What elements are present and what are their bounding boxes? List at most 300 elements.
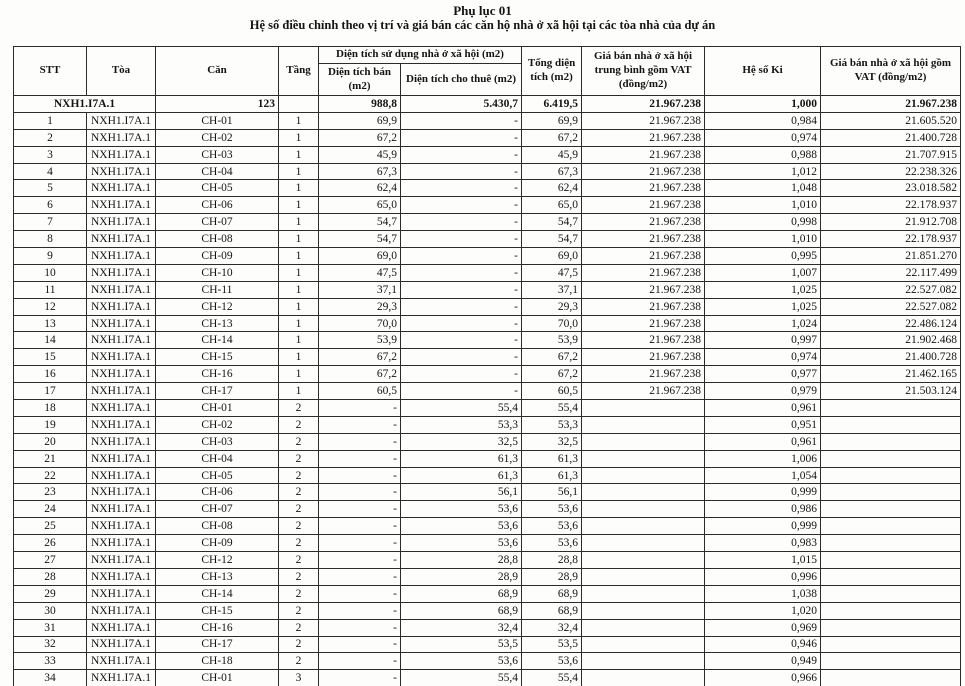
cell-toa: NXH1.I7A.1 [87, 467, 156, 484]
cell-he-so-ki: 0,966 [705, 670, 821, 686]
cell-dt-cho-thue: - [401, 146, 522, 163]
cell-dt-cho-thue: 53,6 [401, 501, 522, 518]
cell-tang: 2 [279, 535, 319, 552]
appendix-title: Phụ lục 01 [453, 3, 512, 18]
summary-gia-ban-tb: 21.967.238 [582, 96, 705, 113]
table-row [14, 197, 961, 214]
cell-gia-ban-tb: 21.967.238 [582, 366, 705, 383]
cell-he-so-ki: 0,995 [705, 248, 821, 265]
cell-tang: 1 [279, 332, 319, 349]
cell-gia-ban-vat [821, 653, 961, 670]
cell-dt-ban: - [319, 602, 401, 619]
table-row [14, 264, 961, 281]
cell-can: CH-11 [156, 281, 279, 298]
cell-gia-ban-vat [821, 552, 961, 569]
cell-can: CH-04 [156, 163, 279, 180]
cell-tong-dt: 70,0 [522, 315, 582, 332]
cell-dt-cho-thue: - [401, 332, 522, 349]
cell-gia-ban-tb: 21.967.238 [582, 180, 705, 197]
cell-can: CH-09 [156, 535, 279, 552]
table-row [14, 315, 961, 332]
cell-stt: 33 [14, 653, 87, 670]
cell-dt-ban: 67,2 [319, 349, 401, 366]
cell-tang: 1 [279, 197, 319, 214]
cell-can: CH-04 [156, 450, 279, 467]
table-row [14, 568, 961, 585]
cell-tong-dt: 53,3 [522, 416, 582, 433]
cell-tang: 2 [279, 619, 319, 636]
cell-dt-ban: - [319, 619, 401, 636]
cell-can: CH-18 [156, 653, 279, 670]
cell-dt-ban: - [319, 636, 401, 653]
cell-gia-ban-tb [582, 653, 705, 670]
cell-dt-cho-thue: - [401, 298, 522, 315]
cell-he-so-ki: 1,038 [705, 585, 821, 602]
cell-gia-ban-vat: 21.707.915 [821, 146, 961, 163]
table-row [14, 400, 961, 417]
cell-gia-ban-vat: 21.503.124 [821, 383, 961, 400]
cell-gia-ban-tb: 21.967.238 [582, 214, 705, 231]
cell-dt-cho-thue: - [401, 248, 522, 265]
cell-gia-ban-tb: 21.967.238 [582, 298, 705, 315]
cell-stt: 1 [14, 112, 87, 129]
summary-toa: NXH1.I7A.1 [14, 96, 156, 113]
table-row [14, 552, 961, 569]
cell-he-so-ki: 1,025 [705, 298, 821, 315]
cell-gia-ban-tb: 21.967.238 [582, 129, 705, 146]
cell-dt-cho-thue: - [401, 231, 522, 248]
cell-can: CH-17 [156, 636, 279, 653]
cell-gia-ban-tb [582, 433, 705, 450]
cell-gia-ban-tb: 21.967.238 [582, 315, 705, 332]
cell-gia-ban-vat: 22.527.082 [821, 281, 961, 298]
table-row [14, 180, 961, 197]
cell-stt: 11 [14, 281, 87, 298]
cell-stt: 32 [14, 636, 87, 653]
cell-tang: 1 [279, 180, 319, 197]
cell-tang: 1 [279, 214, 319, 231]
cell-gia-ban-vat [821, 602, 961, 619]
cell-dt-cho-thue: 53,5 [401, 636, 522, 653]
cell-gia-ban-tb [582, 670, 705, 686]
cell-toa: NXH1.I7A.1 [87, 585, 156, 602]
cell-tong-dt: 56,1 [522, 484, 582, 501]
cell-he-so-ki: 0,961 [705, 400, 821, 417]
cell-toa: NXH1.I7A.1 [87, 484, 156, 501]
cell-dt-ban: - [319, 400, 401, 417]
cell-he-so-ki: 0,974 [705, 129, 821, 146]
cell-dt-ban: 67,2 [319, 366, 401, 383]
cell-dt-ban: - [319, 484, 401, 501]
cell-toa: NXH1.I7A.1 [87, 400, 156, 417]
cell-can: CH-17 [156, 383, 279, 400]
cell-dt-ban: 47,5 [319, 264, 401, 281]
table-row [14, 231, 961, 248]
cell-gia-ban-vat: 21.912.708 [821, 214, 961, 231]
cell-gia-ban-vat [821, 670, 961, 686]
cell-tong-dt: 45,9 [522, 146, 582, 163]
cell-tong-dt: 53,9 [522, 332, 582, 349]
cell-gia-ban-tb [582, 518, 705, 535]
cell-tang: 1 [279, 264, 319, 281]
cell-he-so-ki: 1,048 [705, 180, 821, 197]
cell-tong-dt: 67,2 [522, 129, 582, 146]
cell-gia-ban-vat: 21.902.468 [821, 332, 961, 349]
table-row [14, 112, 961, 129]
summary-dt-ban: 988,8 [319, 96, 401, 113]
col-header-tang: Tầng [279, 47, 319, 96]
col-header-he-so-ki: Hệ số Ki [705, 47, 821, 96]
cell-dt-ban: - [319, 501, 401, 518]
cell-stt: 16 [14, 366, 87, 383]
cell-gia-ban-vat: 21.400.728 [821, 129, 961, 146]
cell-can: CH-08 [156, 518, 279, 535]
cell-he-so-ki: 0,988 [705, 146, 821, 163]
cell-tang: 2 [279, 636, 319, 653]
cell-stt: 19 [14, 416, 87, 433]
cell-tong-dt: 68,9 [522, 585, 582, 602]
cell-tong-dt: 61,3 [522, 450, 582, 467]
cell-stt: 28 [14, 568, 87, 585]
cell-toa: NXH1.I7A.1 [87, 670, 156, 686]
cell-dt-cho-thue: - [401, 214, 522, 231]
cell-he-so-ki: 1,012 [705, 163, 821, 180]
table-row [14, 518, 961, 535]
cell-stt: 23 [14, 484, 87, 501]
table-row [14, 332, 961, 349]
cell-dt-ban: 70,0 [319, 315, 401, 332]
table-row [14, 416, 961, 433]
cell-toa: NXH1.I7A.1 [87, 248, 156, 265]
cell-toa: NXH1.I7A.1 [87, 501, 156, 518]
cell-toa: NXH1.I7A.1 [87, 180, 156, 197]
cell-toa: NXH1.I7A.1 [87, 602, 156, 619]
cell-tang: 1 [279, 349, 319, 366]
cell-he-so-ki: 1,010 [705, 197, 821, 214]
cell-he-so-ki: 0,951 [705, 416, 821, 433]
cell-stt: 34 [14, 670, 87, 686]
cell-gia-ban-tb: 21.967.238 [582, 264, 705, 281]
cell-tong-dt: 65,0 [522, 197, 582, 214]
cell-can: CH-13 [156, 568, 279, 585]
summary-dt-cho-thue: 5.430,7 [401, 96, 522, 113]
cell-tang: 1 [279, 146, 319, 163]
cell-tang: 2 [279, 501, 319, 518]
cell-dt-cho-thue: 53,3 [401, 416, 522, 433]
cell-dt-cho-thue: 68,9 [401, 602, 522, 619]
cell-tang: 3 [279, 670, 319, 686]
cell-stt: 3 [14, 146, 87, 163]
cell-can: CH-06 [156, 197, 279, 214]
col-header-can: Căn [156, 47, 279, 96]
cell-tang: 2 [279, 484, 319, 501]
cell-gia-ban-tb [582, 450, 705, 467]
cell-stt: 29 [14, 585, 87, 602]
cell-stt: 5 [14, 180, 87, 197]
cell-tang: 2 [279, 433, 319, 450]
cell-he-so-ki: 0,949 [705, 653, 821, 670]
cell-tang: 2 [279, 450, 319, 467]
cell-gia-ban-vat: 21.605.520 [821, 112, 961, 129]
table-row [14, 366, 961, 383]
summary-tang [279, 96, 319, 113]
cell-toa: NXH1.I7A.1 [87, 129, 156, 146]
table-row [14, 670, 961, 686]
cell-stt: 2 [14, 129, 87, 146]
cell-toa: NXH1.I7A.1 [87, 416, 156, 433]
cell-dt-ban: 45,9 [319, 146, 401, 163]
cell-tang: 2 [279, 416, 319, 433]
cell-gia-ban-vat [821, 585, 961, 602]
col-header-dt-ban: Diện tích bán (m2) [319, 64, 401, 96]
cell-gia-ban-tb: 21.967.238 [582, 197, 705, 214]
cell-tong-dt: 69,0 [522, 248, 582, 265]
cell-gia-ban-tb [582, 619, 705, 636]
cell-gia-ban-vat: 21.400.728 [821, 349, 961, 366]
cell-tang: 1 [279, 129, 319, 146]
cell-tong-dt: 32,4 [522, 619, 582, 636]
cell-he-so-ki: 1,020 [705, 602, 821, 619]
table-row [14, 146, 961, 163]
cell-gia-ban-tb [582, 501, 705, 518]
cell-stt: 8 [14, 231, 87, 248]
cell-gia-ban-tb: 21.967.238 [582, 163, 705, 180]
table-row [14, 636, 961, 653]
cell-gia-ban-tb: 21.967.238 [582, 248, 705, 265]
cell-dt-ban: - [319, 416, 401, 433]
cell-stt: 12 [14, 298, 87, 315]
cell-can: CH-03 [156, 146, 279, 163]
cell-can: CH-12 [156, 552, 279, 569]
cell-dt-cho-thue: - [401, 281, 522, 298]
cell-dt-cho-thue: - [401, 129, 522, 146]
cell-tang: 1 [279, 298, 319, 315]
cell-dt-cho-thue: 53,6 [401, 653, 522, 670]
table-row [14, 653, 961, 670]
cell-gia-ban-vat: 23.018.582 [821, 180, 961, 197]
cell-gia-ban-vat [821, 416, 961, 433]
cell-he-so-ki: 0,986 [705, 501, 821, 518]
cell-stt: 30 [14, 602, 87, 619]
cell-gia-ban-vat: 21.462.165 [821, 366, 961, 383]
cell-dt-ban: - [319, 535, 401, 552]
cell-gia-ban-tb [582, 467, 705, 484]
cell-he-so-ki: 1,025 [705, 281, 821, 298]
cell-tang: 1 [279, 163, 319, 180]
cell-he-so-ki: 0,974 [705, 349, 821, 366]
cell-tang: 1 [279, 383, 319, 400]
cell-tong-dt: 37,1 [522, 281, 582, 298]
table-row [14, 383, 961, 400]
cell-he-so-ki: 0,996 [705, 568, 821, 585]
cell-gia-ban-vat [821, 619, 961, 636]
cell-toa: NXH1.I7A.1 [87, 450, 156, 467]
cell-toa: NXH1.I7A.1 [87, 264, 156, 281]
table-row [14, 467, 961, 484]
cell-tong-dt: 53,6 [522, 501, 582, 518]
cell-dt-cho-thue: - [401, 180, 522, 197]
cell-dt-cho-thue: 28,9 [401, 568, 522, 585]
cell-tang: 1 [279, 366, 319, 383]
cell-gia-ban-tb: 21.967.238 [582, 383, 705, 400]
cell-dt-cho-thue: - [401, 264, 522, 281]
cell-tong-dt: 53,6 [522, 518, 582, 535]
cell-stt: 15 [14, 349, 87, 366]
cell-tong-dt: 55,4 [522, 400, 582, 417]
cell-can: CH-14 [156, 585, 279, 602]
cell-dt-cho-thue: 53,6 [401, 518, 522, 535]
document-heading: Hệ số điều chỉnh theo vị trí và giá bán các căn hộ nhà ở xã hội tại các tòa nhà của dự án [249, 18, 716, 32]
cell-dt-ban: 69,9 [319, 112, 401, 129]
cell-gia-ban-vat: 22.527.082 [821, 298, 961, 315]
cell-he-so-ki: 1,010 [705, 231, 821, 248]
cell-he-so-ki: 0,969 [705, 619, 821, 636]
cell-dt-cho-thue: - [401, 366, 522, 383]
cell-gia-ban-vat: 22.117.499 [821, 264, 961, 281]
table-row [14, 163, 961, 180]
cell-tang: 1 [279, 248, 319, 265]
table-row [14, 298, 961, 315]
cell-tong-dt: 67,3 [522, 163, 582, 180]
cell-dt-cho-thue: 55,4 [401, 400, 522, 417]
cell-gia-ban-vat: 22.486.124 [821, 315, 961, 332]
cell-stt: 26 [14, 535, 87, 552]
cell-toa: NXH1.I7A.1 [87, 433, 156, 450]
cell-can: CH-16 [156, 366, 279, 383]
table-row [14, 349, 961, 366]
summary-row [14, 96, 961, 113]
table-row [14, 619, 961, 636]
cell-stt: 31 [14, 619, 87, 636]
cell-toa: NXH1.I7A.1 [87, 146, 156, 163]
cell-gia-ban-tb [582, 416, 705, 433]
cell-dt-ban: - [319, 433, 401, 450]
cell-gia-ban-vat [821, 568, 961, 585]
table-row [14, 214, 961, 231]
cell-tong-dt: 67,2 [522, 349, 582, 366]
cell-tang: 2 [279, 467, 319, 484]
cell-dt-cho-thue: 28,8 [401, 552, 522, 569]
cell-dt-ban: 67,2 [319, 129, 401, 146]
table-row [14, 484, 961, 501]
cell-dt-ban: - [319, 518, 401, 535]
cell-tong-dt: 32,5 [522, 433, 582, 450]
cell-gia-ban-vat [821, 450, 961, 467]
cell-tang: 1 [279, 112, 319, 129]
summary-gia-ban-vat: 21.967.238 [821, 96, 961, 113]
cell-toa: NXH1.I7A.1 [87, 518, 156, 535]
cell-can: CH-09 [156, 248, 279, 265]
cell-dt-ban: - [319, 552, 401, 569]
cell-gia-ban-vat [821, 433, 961, 450]
cell-toa: NXH1.I7A.1 [87, 231, 156, 248]
cell-toa: NXH1.I7A.1 [87, 112, 156, 129]
cell-dt-cho-thue: 61,3 [401, 450, 522, 467]
cell-dt-ban: 62,4 [319, 180, 401, 197]
cell-toa: NXH1.I7A.1 [87, 197, 156, 214]
cell-gia-ban-tb [582, 535, 705, 552]
price-table [13, 46, 961, 686]
cell-dt-cho-thue: - [401, 349, 522, 366]
cell-dt-ban: 69,0 [319, 248, 401, 265]
table-row [14, 281, 961, 298]
cell-can: CH-01 [156, 400, 279, 417]
cell-he-so-ki: 0,946 [705, 636, 821, 653]
cell-can: CH-07 [156, 214, 279, 231]
cell-dt-cho-thue: - [401, 163, 522, 180]
cell-dt-cho-thue: - [401, 383, 522, 400]
cell-stt: 13 [14, 315, 87, 332]
cell-dt-ban: 54,7 [319, 214, 401, 231]
cell-dt-ban: - [319, 568, 401, 585]
cell-toa: NXH1.I7A.1 [87, 568, 156, 585]
cell-stt: 25 [14, 518, 87, 535]
cell-tang: 2 [279, 518, 319, 535]
cell-he-so-ki: 0,984 [705, 112, 821, 129]
cell-dt-ban: 67,3 [319, 163, 401, 180]
cell-dt-cho-thue: - [401, 197, 522, 214]
cell-tang: 2 [279, 552, 319, 569]
col-header-dien-tich-group: Diện tích sử dụng nhà ở xã hội (m2) [319, 47, 522, 64]
cell-dt-ban: 60,5 [319, 383, 401, 400]
col-header-gia-ban-tb: Giá bán nhà ở xã hội trung bình gồm VAT (đồng/m2) [582, 47, 705, 96]
cell-can: CH-02 [156, 416, 279, 433]
cell-gia-ban-tb [582, 552, 705, 569]
cell-gia-ban-vat [821, 501, 961, 518]
cell-tong-dt: 68,9 [522, 602, 582, 619]
cell-gia-ban-vat [821, 636, 961, 653]
cell-tong-dt: 28,8 [522, 552, 582, 569]
cell-dt-cho-thue: 32,4 [401, 619, 522, 636]
cell-can: CH-06 [156, 484, 279, 501]
cell-can: CH-01 [156, 112, 279, 129]
table-row [14, 501, 961, 518]
cell-dt-cho-thue: 53,6 [401, 535, 522, 552]
col-header-dt-cho-thue: Diện tích cho thuê (m2) [401, 64, 522, 96]
cell-stt: 4 [14, 163, 87, 180]
cell-stt: 7 [14, 214, 87, 231]
cell-tong-dt: 28,9 [522, 568, 582, 585]
cell-dt-ban: 53,9 [319, 332, 401, 349]
col-header-gia-ban-vat: Giá bán nhà ở xã hội gồm VAT (đồng/m2) [821, 47, 961, 96]
cell-stt: 18 [14, 400, 87, 417]
cell-stt: 24 [14, 501, 87, 518]
cell-stt: 14 [14, 332, 87, 349]
summary-tong-dt: 6.419,5 [522, 96, 582, 113]
cell-toa: NXH1.I7A.1 [87, 332, 156, 349]
cell-gia-ban-vat [821, 467, 961, 484]
cell-gia-ban-vat: 22.178.937 [821, 197, 961, 214]
cell-dt-ban: - [319, 585, 401, 602]
cell-tang: 2 [279, 568, 319, 585]
cell-gia-ban-vat: 22.178.937 [821, 231, 961, 248]
cell-tang: 2 [279, 602, 319, 619]
cell-gia-ban-vat: 21.851.270 [821, 248, 961, 265]
cell-can: CH-02 [156, 129, 279, 146]
cell-stt: 17 [14, 383, 87, 400]
cell-gia-ban-vat [821, 518, 961, 535]
cell-dt-cho-thue: 68,9 [401, 585, 522, 602]
cell-gia-ban-tb [582, 568, 705, 585]
cell-tong-dt: 53,5 [522, 636, 582, 653]
cell-tong-dt: 54,7 [522, 214, 582, 231]
cell-dt-ban: 65,0 [319, 197, 401, 214]
cell-can: CH-12 [156, 298, 279, 315]
cell-tang: 2 [279, 585, 319, 602]
cell-dt-ban: - [319, 467, 401, 484]
cell-can: CH-05 [156, 180, 279, 197]
cell-dt-cho-thue: 55,4 [401, 670, 522, 686]
